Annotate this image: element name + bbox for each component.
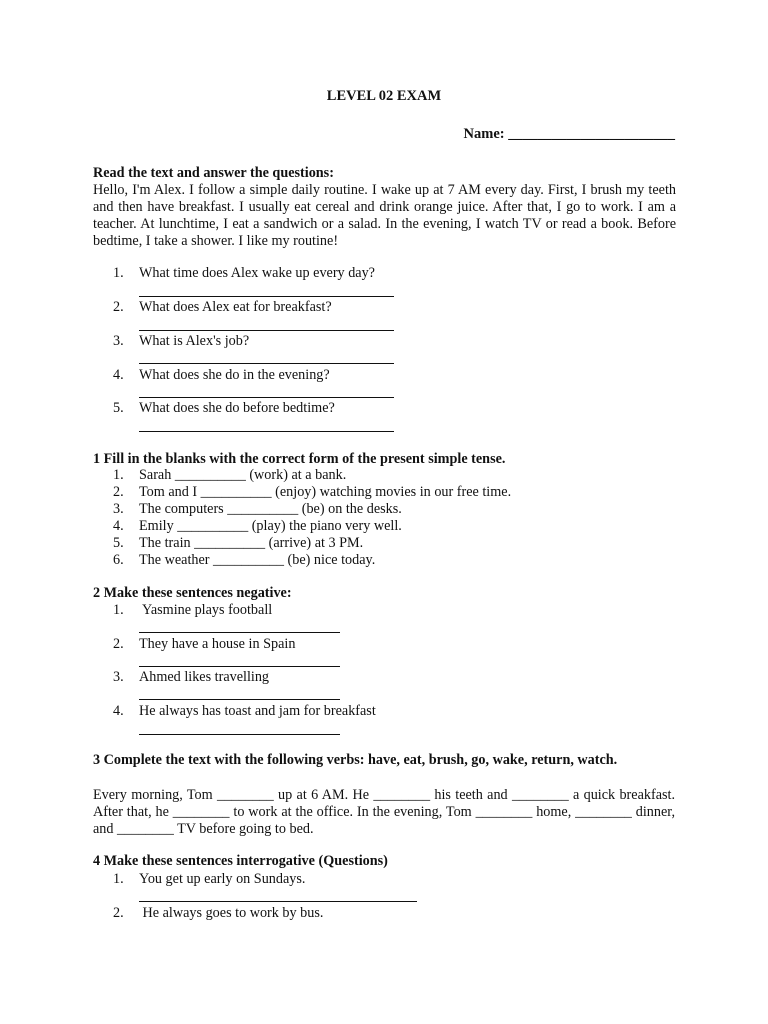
reading-question — [113, 299, 332, 316]
fill-item — [113, 467, 346, 484]
negative-item — [113, 703, 376, 720]
negative-item — [113, 636, 295, 653]
question-item — [113, 905, 323, 922]
answer-line[interactable] — [139, 734, 340, 735]
item-text: Ahmed likes travelling — [139, 669, 270, 685]
negative-item — [113, 602, 272, 619]
fill-item — [113, 501, 402, 518]
exam-title: LEVEL 02 EXAM — [326, 88, 442, 104]
negative-item — [113, 669, 269, 686]
item-text: The train __________ (arrive) at 3 PM. — [139, 535, 364, 551]
answer-line[interactable] — [139, 363, 394, 364]
item-number: 4. — [113, 703, 124, 719]
item-number: 2. — [113, 905, 124, 921]
question-number: 1. — [113, 265, 124, 281]
question-number: 4. — [113, 367, 124, 383]
item-number: 6. — [113, 552, 124, 568]
question-text: What does Alex eat for breakfast? — [139, 299, 332, 315]
reading-question — [113, 333, 249, 350]
item-number: 4. — [113, 518, 124, 534]
item-text: Emily __________ (play) the piano very well. — [139, 518, 402, 534]
answer-line[interactable] — [139, 431, 394, 432]
item-text: Sarah __________ (work) at a bank. — [139, 467, 347, 483]
section-1 — [93, 451, 676, 468]
answer-line[interactable] — [139, 632, 340, 633]
answer-line[interactable] — [139, 901, 417, 902]
item-number: 5. — [113, 535, 124, 551]
question-number: 2. — [113, 299, 124, 315]
item-text: He always goes to work by bus. — [139, 905, 324, 921]
completion-text: Every morning, Tom ________ up at 6 AM. He ________ his teeth and ________ a quick breakfast. After that, he ________ to work at the office. In the evening, Tom ________ home, ________ dinner, and ________ TV before going to bed. — [93, 787, 675, 837]
section-4 — [93, 853, 676, 870]
item-number: 3. — [113, 501, 124, 517]
item-text: He always has toast and jam for breakfast — [139, 703, 376, 719]
item-text: The weather __________ (be) nice today. — [139, 552, 376, 568]
reading-section — [93, 165, 676, 250]
question-number: 3. — [113, 333, 124, 349]
answer-line[interactable] — [139, 296, 394, 297]
item-text: They have a house in Spain — [139, 636, 296, 652]
item-text: You get up early on Sundays. — [139, 871, 306, 887]
name-field-label: Name: _______________________ — [463, 126, 675, 142]
reading-question — [113, 367, 330, 384]
fill-item — [113, 552, 375, 569]
fill-item — [113, 535, 363, 552]
answer-line[interactable] — [139, 330, 394, 331]
answer-line[interactable] — [139, 397, 394, 398]
reading-heading: Read the text and answer the questions: — [93, 165, 334, 181]
item-text: The computers __________ (be) on the desks. — [139, 501, 402, 517]
item-text: Yasmine plays football — [139, 602, 273, 618]
section-2 — [93, 585, 676, 602]
reading-question — [113, 400, 335, 417]
question-text: What does she do before bedtime? — [139, 400, 335, 416]
section-3 — [93, 752, 693, 769]
item-number: 1. — [113, 467, 124, 483]
question-text: What time does Alex wake up every day? — [139, 265, 375, 281]
item-number: 2. — [113, 636, 124, 652]
section-1-heading: 1 Fill in the blanks with the correct form of the present simple tense. — [93, 451, 506, 467]
question-text: What does she do in the evening? — [139, 367, 330, 383]
reading-question — [113, 265, 375, 282]
fill-item — [113, 518, 402, 535]
section-4-heading: 4 Make these sentences interrogative (Questions) — [93, 853, 388, 869]
answer-line[interactable] — [139, 666, 340, 667]
section-3-heading: 3 Complete the text with the following verbs: have, eat, brush, go, wake, return, watch. — [93, 752, 618, 768]
item-number: 1. — [113, 602, 124, 618]
question-item — [113, 871, 305, 888]
answer-line[interactable] — [139, 699, 340, 700]
item-number: 2. — [113, 484, 124, 500]
item-number: 3. — [113, 669, 124, 685]
reading-passage: Hello, I'm Alex. I follow a simple daily routine. I wake up at 7 AM every day. First, I brush my teeth and then have breakfast. I usually eat cereal and drink orange juice. After that, I go to work. I am a teacher. At lunchtime, I eat a sandwich or a salad. In the evening, I watch TV or read a book. Before bedtime, I take a shower. I like my routine! — [93, 182, 676, 249]
item-number: 1. — [113, 871, 124, 887]
item-text: Tom and I __________ (enjoy) watching movies in our free time. — [139, 484, 512, 500]
fill-item — [113, 484, 511, 501]
question-number: 5. — [113, 400, 124, 416]
question-text: What is Alex's job? — [139, 333, 250, 349]
section-2-heading: 2 Make these sentences negative: — [93, 585, 292, 601]
